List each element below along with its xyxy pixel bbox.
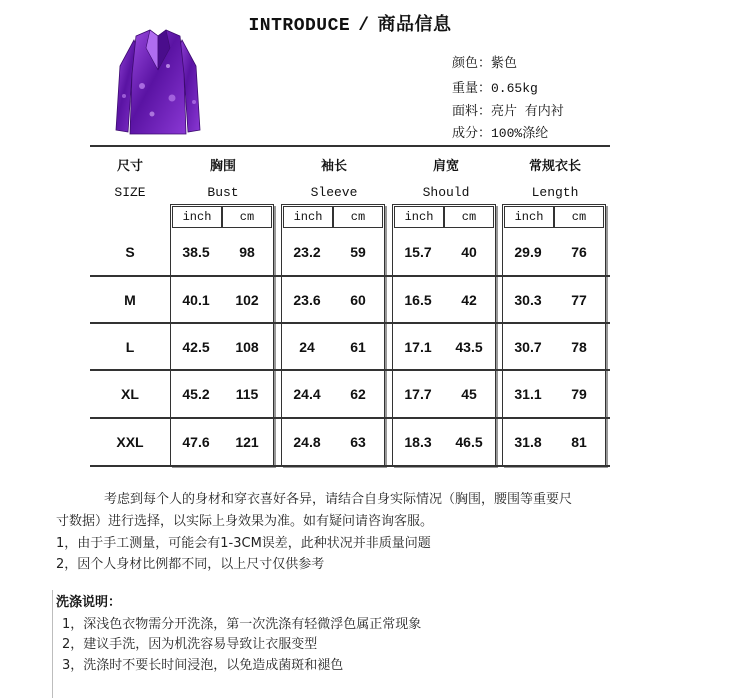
unit-cm: cm [222, 206, 272, 228]
table-cell: 17.7 [404, 386, 432, 402]
table-cell: 18.3 [404, 434, 432, 450]
table-cell: 76 [571, 244, 587, 260]
spec-weight: 重量：0.65kg [452, 81, 538, 96]
table-cell: 30.7 [514, 339, 542, 355]
table-cell: 31.1 [514, 386, 542, 402]
row-divider [90, 465, 610, 467]
notes-paragraph-line1: 考虑到每个人的身材和穿衣喜好各异，请结合自身实际情况（胸围，腰围等重要尺 [104, 492, 573, 507]
table-cell: 23.6 [293, 292, 321, 308]
table-cell: 46.5 [455, 434, 483, 450]
row-divider [90, 275, 610, 277]
table-cell: 79 [571, 386, 587, 402]
row-divider [90, 322, 610, 324]
notes-paragraph-line2: 寸数据）进行选择，以实际上身效果为准。如有疑问请咨询客服。 [56, 514, 434, 529]
header-bust-en: Bust [207, 185, 239, 200]
header-sleeve-en: Sleeve [310, 185, 358, 200]
table-cell: 115 [235, 386, 259, 402]
size-label-xxl: XXL [116, 434, 144, 450]
care-item-2: 2，建议手洗，因为机洗容易导致让衣服变型 [62, 637, 318, 652]
header-length-en: Length [531, 185, 579, 200]
unit-inch: inch [504, 206, 554, 228]
size-header-cn: 尺寸 [116, 159, 143, 174]
unit-inch: inch [172, 206, 222, 228]
table-cell: 62 [350, 386, 366, 402]
table-cell: 38.5 [182, 244, 210, 260]
size-label-xl: XL [121, 386, 139, 402]
table-cell: 42.5 [182, 339, 210, 355]
care-item-3: 3，洗涤时不要长时间浸泡，以免造成菌斑和褪色 [62, 658, 344, 673]
size-label-l: L [125, 339, 135, 355]
table-cell: 59 [350, 244, 366, 260]
table-cell: 121 [235, 434, 259, 450]
table-cell: 98 [239, 244, 255, 260]
header-sleeve-cn: 袖长 [320, 159, 347, 174]
table-cell: 40 [461, 244, 477, 260]
table-cell: 42 [461, 292, 477, 308]
left-edge-line [52, 590, 53, 698]
table-cell: 43.5 [455, 339, 483, 355]
spec-color: 颜色：紫色 [452, 56, 518, 71]
unit-cm: cm [333, 206, 383, 228]
title-en: INTRODUCE [248, 16, 351, 36]
table-cell: 108 [235, 339, 259, 355]
row-divider [90, 369, 610, 371]
unit-inch: inch [283, 206, 333, 228]
unit-cm: cm [444, 206, 494, 228]
row-divider [90, 417, 610, 419]
header-shoulder-en: Should [422, 185, 470, 200]
table-cell: 78 [571, 339, 587, 355]
table-cell: 24.4 [293, 386, 321, 402]
table-cell: 40.1 [182, 292, 210, 308]
page-title [0, 10, 700, 36]
table-cell: 45 [461, 386, 477, 402]
table-cell: 45.2 [182, 386, 210, 402]
table-cell: 31.8 [514, 434, 542, 450]
title-separator: / [358, 16, 370, 36]
table-cell: 77 [571, 292, 587, 308]
table-cell: 15.7 [404, 244, 432, 260]
note-item-2: 2，因个人身材比例都不同，以上尺寸仅供参考 [56, 557, 325, 572]
spec-composition: 成分：100%涤纶 [452, 126, 549, 141]
unit-inch: inch [394, 206, 444, 228]
title-cn: 商品信息 [377, 16, 452, 36]
table-cell: 81 [571, 434, 587, 450]
table-cell: 102 [235, 292, 259, 308]
header-shoulder-cn: 肩宽 [432, 159, 459, 174]
note-item-1: 1，由于手工测量，可能会有1-3CM误差，此种状况并非质量问题 [56, 536, 431, 551]
table-cell: 23.2 [293, 244, 321, 260]
product-image [110, 26, 206, 138]
table-cell: 29.9 [514, 244, 542, 260]
table-cell: 17.1 [404, 339, 432, 355]
header-length-cn: 常规衣长 [528, 159, 581, 174]
spec-fabric: 面料：亮片 有内衬 [452, 104, 564, 119]
care-item-1: 1，深浅色衣物需分开洗涤，第一次洗涤有轻微浮色属正常现象 [62, 617, 422, 632]
table-cell: 24.8 [293, 434, 321, 450]
size-label-s: S [125, 244, 135, 260]
header-bust-cn: 胸围 [209, 159, 236, 174]
care-title: 洗涤说明： [56, 595, 122, 610]
table-cell: 61 [350, 339, 366, 355]
table-cell: 24 [299, 339, 315, 355]
size-label-m: M [124, 292, 136, 308]
table-cell: 63 [350, 434, 366, 450]
table-cell: 30.3 [514, 292, 542, 308]
table-top-line [90, 145, 610, 147]
table-cell: 16.5 [404, 292, 432, 308]
table-cell: 60 [350, 292, 366, 308]
unit-cm: cm [554, 206, 604, 228]
table-cell: 47.6 [182, 434, 210, 450]
size-header-en: SIZE [114, 185, 146, 200]
